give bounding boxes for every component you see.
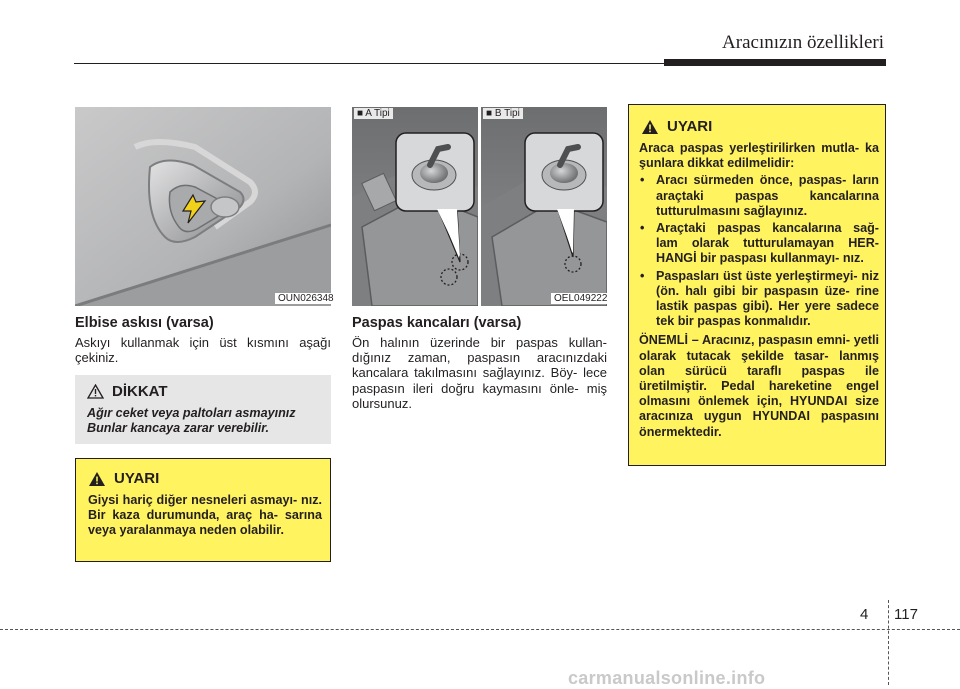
header-rule-bar (664, 59, 886, 66)
caution-text: Ağır ceket veya paltoları asmayınız Bunlar kancaya zarar verebilir. (87, 406, 296, 436)
coat-hook-text: Askıyı kullanmak için üst kısmını aşağı çekiniz. (75, 335, 331, 366)
mat-hooks-text: Ön halının üzerinde bir paspas kullan- dığınız zaman, paspasın aracınızdaki kancalara takılmasını sağlayınız. Böy- lece paspasın ileri doğru kaymasını önle- miş olursunuz. (352, 335, 607, 411)
warning-bullet (639, 173, 879, 219)
coat-hook-illustration (75, 107, 331, 306)
mat-hook-figure (352, 107, 607, 306)
warning-title: UYARI (667, 118, 713, 135)
warning-box-right (628, 104, 886, 466)
caution-title-row (87, 383, 168, 400)
warning-triangle-icon (641, 119, 659, 135)
page-number: 117 (894, 606, 918, 623)
warning-bullet (639, 269, 879, 330)
warning-intro: Araca paspas yerleştirilirken mutla- ka şunlara dikkat edilmelidir: (639, 141, 879, 171)
caution-box (75, 375, 331, 444)
bullet-text: Aracı sürmeden önce, paspas- ların araçtaki paspas kancalarına tutturulmasını sağlayınız. (656, 173, 879, 218)
mat-hooks-heading: Paspas kancaları (varsa) (352, 315, 522, 331)
warning-title-row (641, 118, 712, 135)
type-a-label: ■ A Tipi (354, 108, 393, 119)
figure-code: OUN026348 (275, 293, 337, 304)
warning-bullet (639, 221, 879, 267)
figure-code: OEL049222 (551, 293, 610, 304)
warning-box-left (75, 458, 331, 562)
section-title: Aracınızın özellikleri (722, 32, 884, 53)
caution-triangle-icon (87, 384, 104, 399)
bullet-dot: • (640, 268, 645, 283)
coat-hook-figure (75, 107, 331, 306)
header-rule (74, 63, 664, 64)
warning-text: Giysi hariç diğer nesneleri asmayı- nız. Bir kaza durumunda, araç ha- sarına veya yaralanmaya neden olabilir. (88, 493, 322, 538)
warning-closing: ÖNEMLİ – Aracınız, paspasın emni- yetli olarak tutacak şekilde tasar- lanmış olan sürücü taraflı paspas ile üretilmiştir. Pedal hareketine engel olmasını önlemek için, HYUNDAI size aracınıza uygun HYUNDAI paspasını önermektedir. (639, 333, 879, 439)
warning-content (639, 141, 879, 440)
warning-bullet-list (639, 173, 879, 329)
footer-divider (888, 600, 889, 685)
caution-title: DİKKAT (112, 383, 168, 400)
type-b-label: ■ B Tipi (483, 108, 523, 119)
warning-triangle-icon (88, 471, 106, 487)
bullet-dot: • (640, 173, 645, 188)
coat-hook-heading: Elbise askısı (varsa) (75, 315, 214, 331)
footer-rule (0, 629, 960, 630)
watermark: carmanualsonline.info (568, 668, 766, 688)
mat-hook-illustration (352, 107, 607, 306)
bullet-text: Araçtaki paspas kancalarına sağ- lam olarak tutturulamayan HER- HANGİ bir paspası kullanmayı- nız. (656, 221, 879, 266)
bullet-text: Paspasları üst üste yerleştirmeyi- niz (ön. halı gibi bir paspasın üze- rine lastik paspas gibi). Her yere sadece tek bir paspas konmalıdır. (656, 268, 879, 329)
warning-title-row (88, 470, 159, 487)
chapter-number: 4 (860, 606, 869, 623)
warning-title: UYARI (114, 470, 160, 487)
bullet-dot: • (640, 221, 645, 236)
